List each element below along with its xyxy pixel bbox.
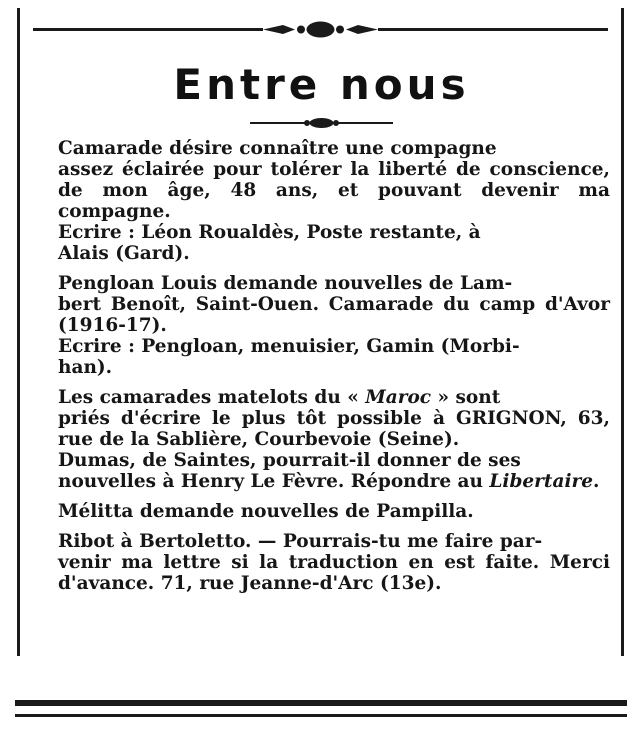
- continuation-a: nouvelles à Henry Le Fèvre. Répondre au: [58, 471, 490, 492]
- paragraph-first-line-a: Les camarades matelots du «: [58, 387, 366, 408]
- notice-paragraph: [58, 273, 610, 294]
- notice-paragraph-continuation: venir ma lettre si la traduction en est faite. Merci d'avance. 71, rue Jeanne-d'Arc (13e).: [58, 552, 610, 594]
- paragraph-first-line: Pengloan Louis demande nouvelles de Lam-: [58, 273, 513, 294]
- notice-paragraph-continuation: han).: [58, 357, 113, 378]
- notices-body: [58, 138, 610, 594]
- top-ornamental-rule: [33, 18, 608, 42]
- notice-paragraph: [58, 501, 610, 522]
- paragraph-first-line: Camarade désire connaître une compagne: [58, 138, 497, 159]
- notice-paragraph: [58, 222, 610, 243]
- notice-paragraph: [58, 531, 610, 552]
- paragraph-first-line-b: » sont: [431, 387, 501, 408]
- paragraph-first-line: Ecrire : Léon Roualdès, Poste restante, à: [58, 222, 481, 243]
- notice-paragraph: [58, 387, 610, 408]
- notice-paragraph-continuation: [58, 471, 610, 492]
- notice-paragraph: [58, 336, 610, 357]
- paragraph-first-line: Dumas, de Saintes, pourrait-il donner de ses: [58, 450, 521, 471]
- section-title: Entre nous: [173, 60, 470, 109]
- continuation-b: .: [593, 471, 600, 492]
- paragraph-first-line: Ecrire : Pengloan, menuisier, Gamin (Morbi-: [58, 336, 520, 357]
- notice-paragraph: [58, 138, 610, 159]
- bottom-thin-rule: [15, 714, 627, 717]
- title-divider-ornament: [250, 116, 393, 130]
- paragraph-first-line: Mélitta demande nouvelles de Pampilla.: [58, 501, 474, 522]
- notice-paragraph-continuation: Alais (Gard).: [58, 243, 190, 264]
- ship-name: Maroc: [365, 387, 432, 408]
- notice-paragraph-continuation: bert Benoît, Saint-Ouen. Camarade du camp d'Avor (1916-17).: [58, 294, 610, 336]
- newspaper-name: Libertaire: [489, 471, 593, 492]
- notice-paragraph-continuation: assez éclairée pour tolérer la liberté de conscience, de mon âge, 48 ans, et pouvant devenir ma compagne.: [58, 159, 610, 222]
- notice-paragraph: [58, 450, 610, 471]
- notice-paragraph-continuation: priés d'écrire le plus tôt possible à GRIGNON, 63, rue de la Sablière, Courbevoie (Seine).: [58, 408, 610, 450]
- paragraph-first-line: Ribot à Bertoletto. — Pourrais-tu me faire par-: [58, 531, 543, 552]
- bottom-thick-rule: [15, 700, 627, 706]
